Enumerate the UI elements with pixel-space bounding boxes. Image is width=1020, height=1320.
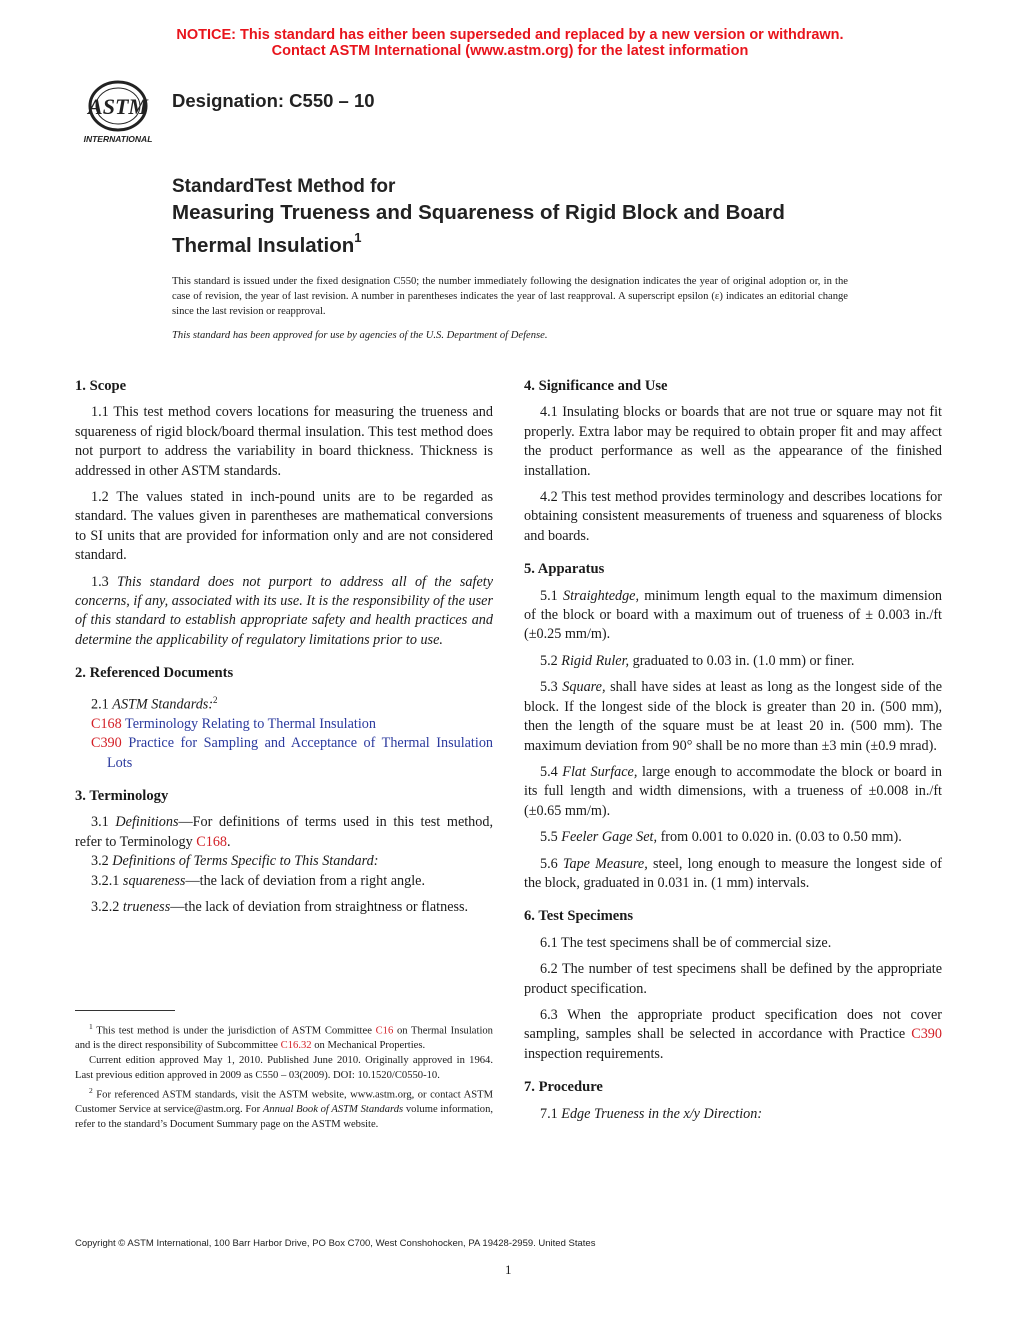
ref-c390-title[interactable]: Practice for Sampling and Acceptance of Thermal Insulation Lots (107, 735, 494, 771)
specimens-6-3 (524, 1006, 942, 1064)
ref-c168-title[interactable]: Terminology Relating to Thermal Insulation (125, 715, 376, 732)
specimens-6-3-text-a: 6.3 When the appropriate product specification does not cover sampling, samples shall be selected in accordance with Practice (524, 1006, 942, 1043)
apparatus-5-1-text: minimum length equal to the maximum dimension of the block or board with a maximum out of trueness of ± 0.003 in./ft (±0.25 mm/m). (524, 587, 943, 643)
specimens-heading: 6. Test Specimens (524, 908, 634, 925)
ref-c390[interactable] (75, 734, 493, 773)
apparatus-5-2-label: Rigid Ruler, (561, 652, 630, 669)
refdocs-2-1-label: ASTM Standards: (112, 696, 214, 713)
left-column (75, 377, 493, 931)
specimens-6-1: 6.1 The test specimens shall be of commercial size. (540, 934, 832, 951)
footnote-2-text-b: volume information, refer to the standard’s Document Summary page on the ASTM website. (75, 1104, 494, 1130)
section-test-specimens (524, 907, 942, 1064)
apparatus-5-5 (524, 828, 942, 847)
apparatus-5-1-label: Straightedge, (562, 587, 640, 604)
procedure-7-1-num: 7.1 (540, 1105, 558, 1122)
terminology-3-2-1-num: 3.2.1 (91, 872, 120, 889)
apparatus-5-2-num: 5.2 (540, 652, 558, 669)
copyright-line: Copyright © ASTM International, 100 Barr Harbor Drive, PO Box C700, West Conshohocken, PA 19428-2959. United States (75, 1238, 596, 1249)
apparatus-5-3-num: 5.3 (540, 679, 558, 696)
scope-1-3-num: 1.3 (91, 573, 109, 590)
astm-logo-text (86, 94, 149, 119)
specimens-6-2: 6.2 The number of test specimens shall be defined by the appropriate product specification. (524, 961, 942, 997)
significance-4-2: 4.2 This test method provides terminology and describes locations for obtaining consistent measurements of trueness and squareness of blocks and boards. (524, 489, 942, 544)
apparatus-5-2-text: graduated to 0.03 in. (1.0 mm) or finer. (632, 652, 855, 669)
apparatus-5-3-label: Square, (562, 679, 606, 696)
terminology-3-2-1-term: squareness (122, 872, 186, 889)
section-significance (524, 377, 942, 546)
footnote-2-text-a: For referenced ASTM standards, visit the ASTM website, www.astm.org, or contact ASTM Customer Service at service@astm.org. For (75, 1089, 494, 1116)
procedure-7-1-label: Edge Trueness in the x/y Direction: (561, 1105, 763, 1122)
section-scope (75, 377, 493, 650)
apparatus-5-4 (524, 763, 942, 821)
astm-logo (72, 76, 164, 148)
ref-c168-code[interactable]: C168 (91, 715, 122, 732)
scope-1-3-text: This standard does not purport to address all of the safety concerns, if any, associated with its use. It is the responsibility of the user of this standard to establish appropriate safety and health practices and determine the applicability of regulatory limitations prior to use. (75, 573, 493, 648)
terminology-heading: 3. Terminology (75, 788, 169, 805)
footnote-1 (75, 1020, 493, 1054)
apparatus-5-4-num: 5.4 (540, 763, 558, 780)
footnote-1-text-b: on Thermal Insulation and is the direct responsibility of Subcommittee (75, 1025, 493, 1052)
footnote-1-text-a: This test method is under the jurisdiction of ASTM Committee (96, 1025, 372, 1037)
apparatus-5-4-label: Flat Surface, (562, 763, 638, 780)
terminology-3-1-label: Definitions (115, 814, 179, 831)
section-terminology (75, 787, 493, 917)
designation: Designation: C550 – 10 (172, 90, 375, 111)
terminology-c168-link[interactable]: C168 (196, 833, 228, 850)
footnote-1-text-c: on Mechanical Properties. (314, 1040, 426, 1052)
apparatus-5-6 (524, 855, 942, 894)
title-prefix: StandardTest Method for (172, 176, 396, 197)
footnotes (75, 1020, 493, 1133)
apparatus-heading: 5. Apparatus (524, 561, 605, 578)
specimens-6-3-text-b: inspection requirements. (524, 1045, 664, 1062)
preamble-dod: This standard has been approved for use by agencies of the U.S. Department of Defense. (172, 330, 548, 341)
apparatus-5-5-label: Feeler Gage Set, (561, 829, 658, 846)
footnote-divider (75, 1010, 175, 1011)
title-footnote-mark: 1 (354, 230, 362, 245)
ref-c390-code[interactable]: C390 (91, 735, 122, 752)
apparatus-5-1-num: 5.1 (540, 587, 558, 604)
astm-logo-subtext: INTERNATIONAL (83, 134, 153, 144)
apparatus-5-3-text: shall have sides at least as long as the longest side of the block. If the longest side of the block is greater than 20 in. (500 mm), then the length of the square must be at least 20 in. (500 mm). The maximum deviation from 90° shall be no more than ±3 min (±0.9 mrad). (524, 679, 943, 754)
significance-4-1: 4.1 Insulating blocks or boards that are not true or square may not fit properly. Extra labor may be required to obtain proper fit and may affect the product performance as well as the appearance of the finished installation. (524, 404, 942, 479)
terminology-3-2-2-num: 3.2.2 (91, 899, 120, 916)
section-referenced-documents (75, 664, 493, 773)
apparatus-5-6-num: 5.6 (540, 855, 558, 872)
terminology-3-2 (75, 852, 493, 871)
apparatus-5-1 (524, 587, 942, 645)
footnote-1-mark: 1 (89, 1022, 93, 1031)
withdrawn-notice (0, 27, 1020, 59)
title-main-text: Measuring Trueness and Squareness of Rigid Block and Board Thermal Insulation (172, 201, 785, 257)
refdocs-2-1-num: 2.1 (91, 696, 109, 713)
terminology-3-2-2 (75, 898, 493, 917)
notice-line-2: Contact ASTM International (www.astm.org) for the latest information (271, 43, 749, 59)
terminology-3-2-2-term: trueness (122, 899, 171, 916)
specimens-c390-link[interactable]: C390 (911, 1026, 942, 1043)
terminology-3-2-1 (75, 872, 493, 891)
terminology-3-2-2-def: —the lack of deviation from straightness or flatness. (170, 899, 469, 916)
right-column (524, 377, 942, 1138)
svg-text:ASTM: ASTM (88, 94, 148, 119)
terminology-3-2-1-def: —the lack of deviation from a right angle. (185, 872, 425, 889)
preamble-issued: This standard is issued under the fixed designation C550; the number immediately following the designation indicates the year of original adoption or, in the case of revision, the year of last revision. A number in parentheses indicates the year of last reapproval. A superscript epsilon (ε) indicates an editorial change since the last revision or reapproval. (172, 276, 848, 317)
terminology-3-1-num: 3.1 (91, 814, 109, 831)
apparatus-5-3 (524, 678, 942, 756)
scope-1-1: 1.1 This test method covers locations for measuring the trueness and squareness of rigid block/board thermal insulation. This test method does not purport to address the variability in board thickness. Thickness is addressed in other ASTM standards. (75, 404, 493, 479)
page-number: 1 (505, 1262, 512, 1277)
refdocs-heading: 2. Referenced Documents (75, 665, 234, 682)
document-title (172, 175, 832, 259)
terminology-3-1-text: —For definitions of terms used in this test method, refer to Terminology (75, 814, 494, 850)
section-procedure (524, 1078, 942, 1124)
scope-heading: 1. Scope (75, 378, 127, 394)
footnote-2 (75, 1084, 493, 1133)
scope-1-3 (75, 573, 493, 651)
section-apparatus (524, 560, 942, 893)
footnote-c16-32-link[interactable]: C16.32 (280, 1040, 312, 1052)
significance-heading: 4. Significance and Use (524, 378, 668, 394)
footnote-1-edition: Current edition approved May 1, 2010. Published June 2010. Originally approved in 1964. Last previous edition approved in 2009 as C550 – 03(2009). DOI: 10.1520/C0550-10. (75, 1055, 493, 1081)
scope-1-2: 1.2 The values stated in inch-pound units are to be regarded as standard. The values given in parentheses are mathematical conversions to SI units that are provided for information only and are not considered standard. (75, 489, 493, 564)
footnote-c16-link[interactable]: C16 (375, 1025, 394, 1037)
apparatus-5-5-text: from 0.001 to 0.020 in. (0.03 to 0.50 mm). (660, 829, 902, 846)
apparatus-5-5-num: 5.5 (540, 829, 558, 846)
refdocs-2-1 (75, 691, 493, 715)
ref-c168[interactable] (75, 715, 493, 734)
terminology-3-1: 3.1 Definitions—For definitions of terms used in this test method, refer to Terminology C168. (75, 814, 494, 850)
procedure-heading: 7. Procedure (524, 1079, 603, 1096)
notice-line-1: NOTICE: This standard has either been superseded and replaced by a new version or withdrawn. (176, 27, 844, 43)
apparatus-5-6-text: steel, long enough to measure the longest side of the block, graduated in 0.031 in. (1 mm) intervals. (524, 855, 943, 891)
title-main (172, 199, 832, 259)
apparatus-5-2 (524, 652, 942, 671)
apparatus-5-4-text: large enough to accommodate the block or board in its full length and width dimensions, with a trueness of ±0.008 in./ft (±0.65 mm/m). (524, 763, 943, 819)
refdocs-2-1-footnote-mark: 2 (213, 694, 218, 705)
terminology-3-2-num: 3.2 (91, 853, 109, 870)
footnote-2-mark: 2 (89, 1085, 93, 1095)
procedure-7-1 (524, 1105, 942, 1124)
apparatus-5-6-label: Tape Measure, (562, 855, 648, 872)
terminology-3-2-label: Definitions of Terms Specific to This Standard: (112, 853, 379, 870)
footnote-2-book: Annual Book of ASTM Standards (262, 1104, 404, 1116)
